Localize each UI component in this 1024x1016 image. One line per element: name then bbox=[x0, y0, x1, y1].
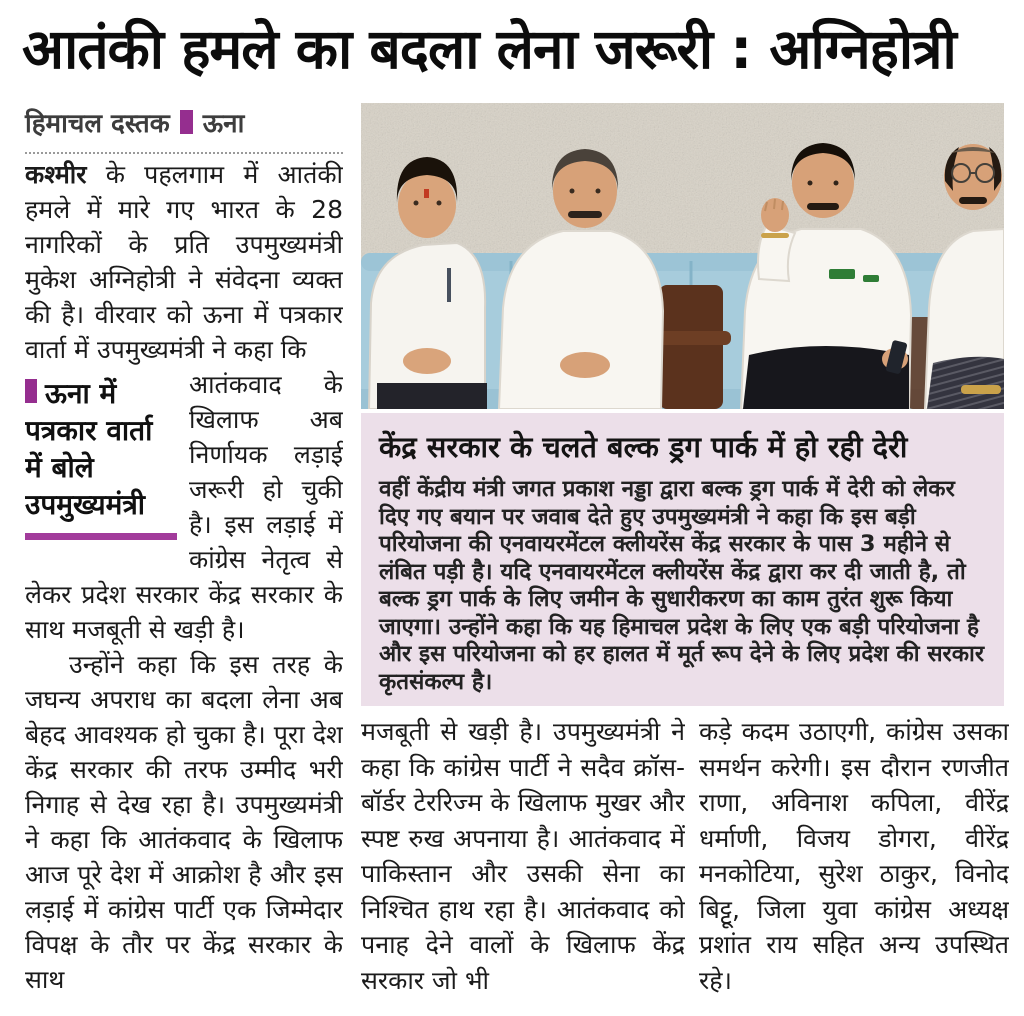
byline-source: हिमाचल दस्तक bbox=[25, 109, 170, 139]
highlight-box-heading: केंद्र सरकार के चलते बल्क ड्रग पार्क में हो रही देरी bbox=[379, 430, 908, 464]
pull-quote-text: ऊना में पत्रकार वार्ता में बोले उपमुख्यमंत्री bbox=[25, 377, 153, 521]
square-marker-icon bbox=[25, 379, 37, 403]
paragraph-2-text: आतंकवाद के खिलाफ अब निर्णायक लड़ाई जरूरी हो चुकी है। इस लड़ाई में कांग्रेस नेतृत्व से लेकर प्रदेश सरकार केंद्र सरकार के साथ मजबूती से खड़ी है। bbox=[25, 370, 343, 644]
lead-word: कश्मीर bbox=[25, 160, 87, 189]
paragraph-3-text: उन्होंने कहा कि इस तरह के जघन्य अपराध का बदला लेना अब बेहद आवश्यक हो चुका है। पूरा देश केंद्र सरकार की तरफ उम्मीद भरी निगाह से देख रहा है। उपमुख्यमंत्री ने कहा कि आतंकवाद के खिलाफ आज पूरे देश में आक्रोश है और इस लड़ाई में कांग्रेस पार्टी एक जिम्मेदार विपक्ष के तौर पर केंद्र सरकार के साथ bbox=[25, 650, 343, 994]
pull-quote bbox=[25, 375, 177, 540]
middle-column: मजबूती से खड़ी है। उपमुख्यमंत्री ने कहा कि कांग्रेस पार्टी ने सदैव क्रॉस-बॉर्डर टेररिज्म के खिलाफ मुखर और स्पष्ट रुख अपनाया है। आतंकवाद में पाकिस्तान और उसकी सेना का निश्चित हाथ रहा है। आतंकवाद को पनाह देने वालों के खिलाफ केंद्र सरकार जो भी bbox=[361, 717, 685, 995]
left-column bbox=[25, 157, 343, 1005]
byline-location: ऊना bbox=[202, 109, 245, 139]
headline: आतंकी हमले का बदला लेना जरूरी : अग्निहोत्री bbox=[22, 17, 956, 81]
paragraph-1-text: के पहलगाम में आतंकी हमले में मारे गए भारत के 28 नागरिकों के प्रति उपमुख्यमंत्री मुकेश अग्निहोत्री ने संवेदना व्यक्त की है। वीरवार को ऊना में पत्रकार वार्ता में उपमुख्यमंत्री ने कहा कि bbox=[25, 160, 343, 364]
press-conference-photo bbox=[361, 103, 1004, 409]
right-column: कड़े कदम उठाएगी, कांग्रेस उसका समर्थन करेगी। इस दौरान रणजीत राणा, अविनाश कपिला, वीरेंद्र धर्माणी, विजय डोगरा, वीरेंद्र मनकोटिया, सुरेश ठाकुर, विनोद बिट्टू, जिला युवा कांग्रेस अध्यक्ष प्रशांत राय सहित अन्य उपस्थित रहे। bbox=[699, 717, 1009, 995]
square-marker-icon bbox=[180, 110, 193, 134]
paragraph-lead bbox=[25, 157, 343, 367]
byline bbox=[25, 104, 343, 154]
photo-illustration bbox=[361, 103, 1004, 409]
highlight-box-body: वहीं केंद्रीय मंत्री जगत प्रकाश नड्डा द्वारा बल्क ड्रग पार्क में देरी को लेकर दिए गए बयान पर जवाब देते हुए उपमुख्यमंत्री ने कहा कि इस बड़ी परियोजना की एनवायरमेंटल क्लीयरेंस केंद्र सरकार के पास 3 महीने से लंबित पड़ी है। यदि एनवायरमेंटल क्लीयरेंस केंद्र द्वारा कर दी जाती है, तो बल्क ड्रग पार्क के लिए जमीन के सुधारीकरण का काम तुरंत शुरू किया जाएगा। उन्होंने कहा कि यह हिमाचल प्रदेश के लिए एक बड़ी परियोजना है और इस परियोजना को हर हालत में मूर्त रूप देने के लिए प्रदेश की सरकार कृतसंकल्प है। bbox=[379, 476, 985, 695]
highlight-box bbox=[361, 413, 1004, 706]
